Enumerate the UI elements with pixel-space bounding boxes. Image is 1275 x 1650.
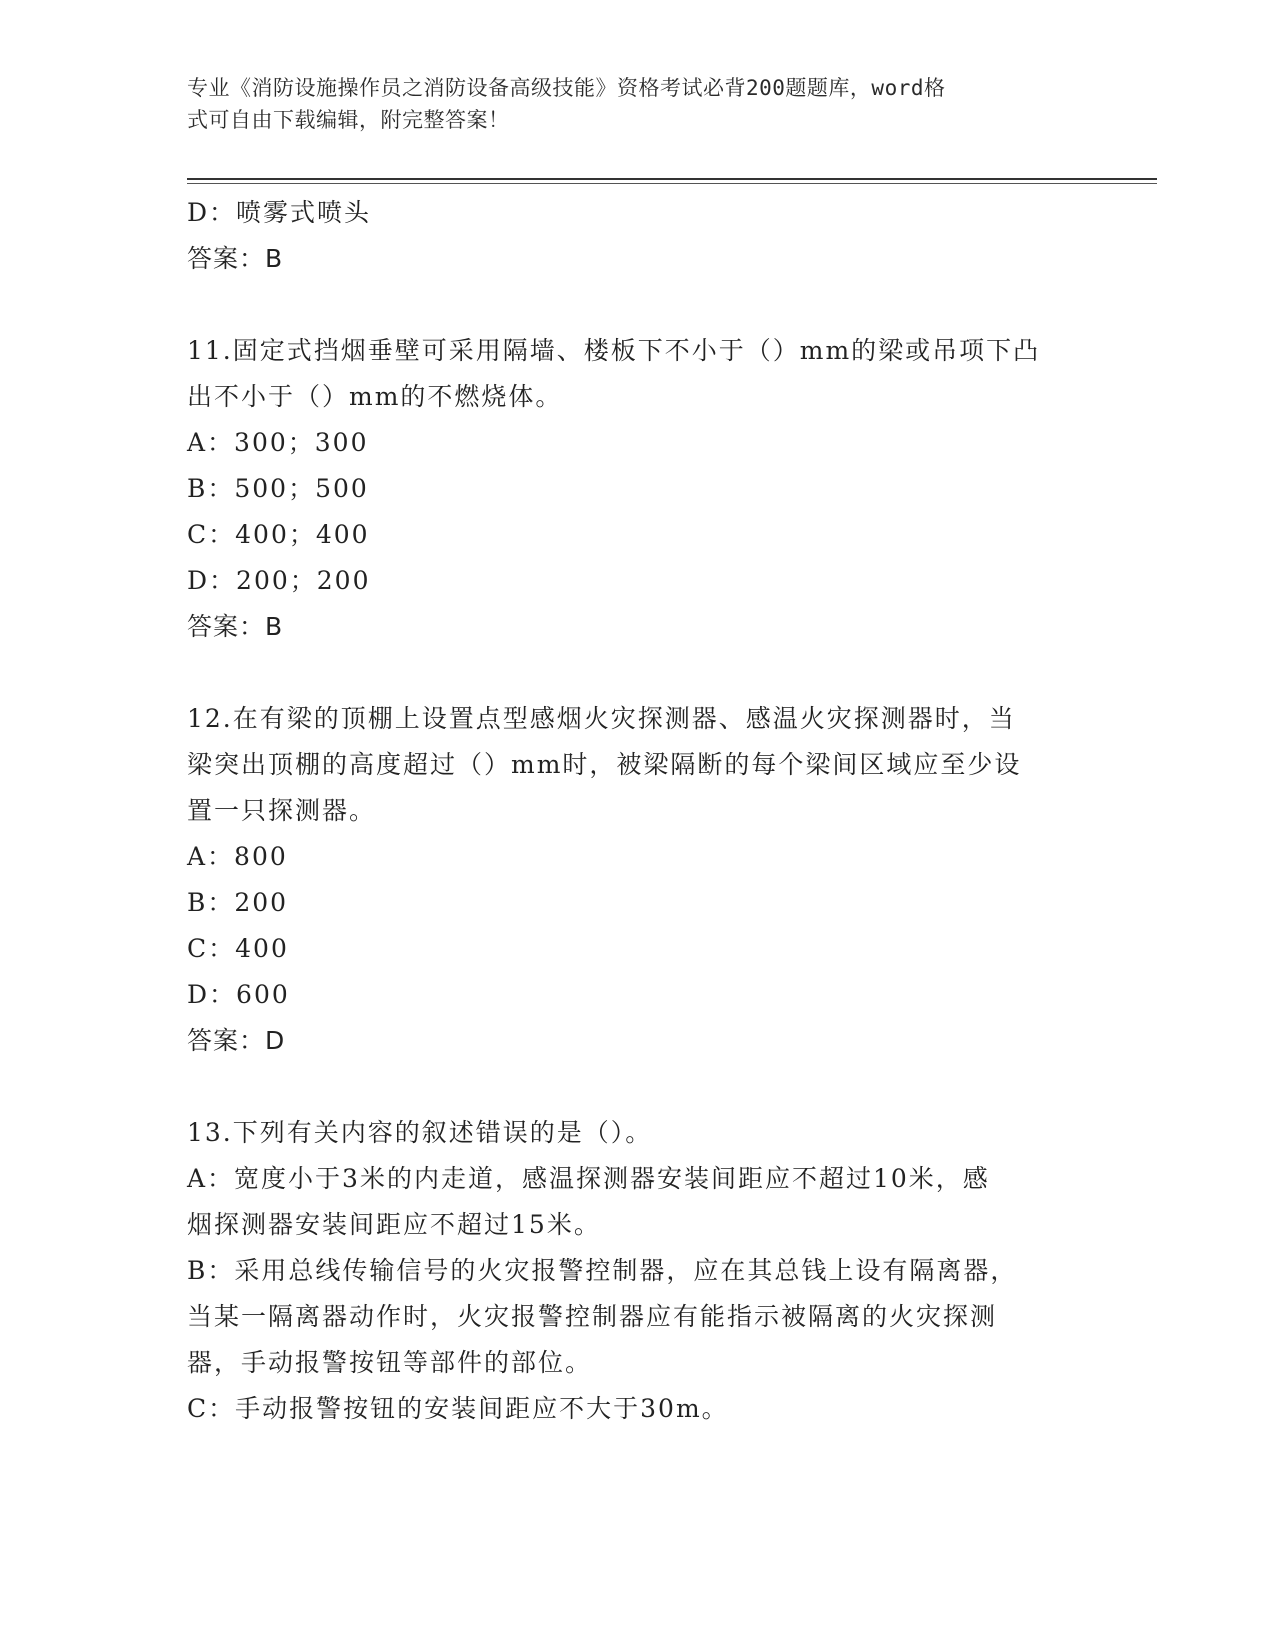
document-header [187, 72, 1077, 136]
option-a: A：800 [187, 842, 288, 871]
option-d: D：200；200 [187, 566, 371, 595]
option-b: B：200 [187, 888, 289, 917]
question-10-tail [187, 190, 1087, 282]
option-d: D：喷雾式喷头 [187, 198, 372, 227]
option-b: B：500；500 [187, 474, 369, 503]
question-stem: 12.在有梁的顶棚上设置点型感烟火灾探测器、感温火灾探测器时，当 [187, 704, 1016, 733]
spacer [187, 650, 1087, 696]
option-b: B：采用总线传输信号的火灾报警控制器，应在其总钱上设有隔离器， [187, 1256, 1018, 1285]
header-divider-thin [187, 183, 1157, 184]
header-line: 式可自由下载编辑，附完整答案！ [187, 108, 510, 132]
answer: 答案：D [187, 1026, 286, 1055]
question-13 [187, 1110, 1087, 1432]
question-12 [187, 696, 1087, 1064]
option-a-continued: 烟探测器安装间距应不超过15米。 [187, 1210, 601, 1239]
question-stem: 出不小于（）mm的不燃烧体。 [187, 382, 563, 411]
header-line: 专业《消防设施操作员之消防设备高级技能》资格考试必背200题题库，word格 [187, 76, 946, 100]
spacer [187, 282, 1087, 328]
option-c: C：400 [187, 934, 289, 963]
question-stem: 11.固定式挡烟垂壁可采用隔墙、楼板下不小于（）mm的梁或吊项下凸 [187, 336, 1041, 365]
option-a: A：宽度小于3米的内走道，感温探测器安装间距应不超过10米，感 [187, 1164, 990, 1193]
option-c: C：400；400 [187, 520, 370, 549]
option-b-continued: 当某一隔离器动作时，火灾报警控制器应有能指示被隔离的火灾探测 [187, 1302, 998, 1331]
option-c: C：手动报警按钮的安装间距应不大于30m。 [187, 1394, 729, 1423]
header-divider [187, 178, 1157, 180]
document-body [187, 190, 1087, 1432]
spacer [187, 1064, 1087, 1110]
option-b-continued: 器，手动报警按钮等部件的部位。 [187, 1348, 593, 1377]
question-stem: 梁突出顶棚的高度超过（）mm时，被梁隔断的每个梁间区域应至少设 [187, 750, 1022, 779]
question-11 [187, 328, 1087, 650]
question-stem: 13.下列有关内容的叙述错误的是（）。 [187, 1118, 653, 1147]
answer: 答案：B [187, 244, 284, 273]
question-stem: 置一只探测器。 [187, 796, 377, 825]
answer: 答案：B [187, 612, 284, 641]
option-a: A：300；300 [187, 428, 369, 457]
option-d: D：600 [187, 980, 290, 1009]
